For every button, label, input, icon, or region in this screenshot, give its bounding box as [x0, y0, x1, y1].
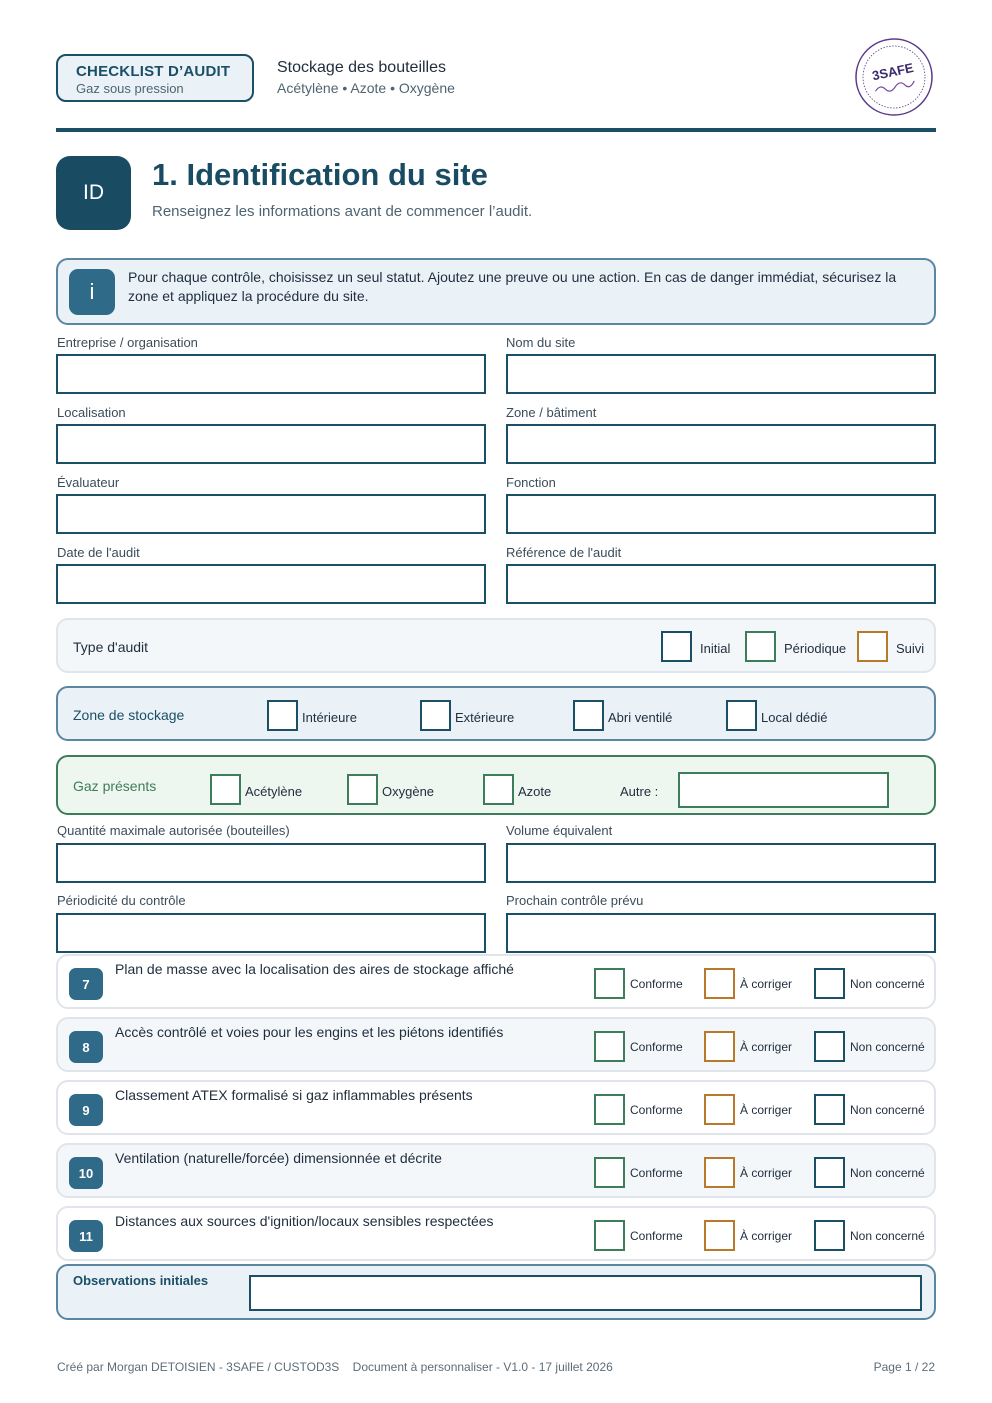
zone-interieure-label: Intérieure — [302, 710, 357, 725]
checklist-badge-title: CHECKLIST D’AUDIT — [76, 63, 231, 80]
non-concerne-checkbox[interactable] — [814, 968, 845, 999]
quantite-max-label: Quantité maximale autorisée (bouteilles) — [57, 823, 290, 838]
type-periodique-checkbox[interactable] — [745, 631, 776, 662]
prochain-controle-label: Prochain contrôle prévu — [506, 893, 644, 908]
gaz-acetylene-label: Acétylène — [245, 784, 303, 799]
gaz-presents-label: Gaz présents — [73, 778, 157, 794]
a-corriger-label: À corriger — [740, 1229, 793, 1243]
checklist-item — [56, 1080, 936, 1135]
observations-label: Observations initiales — [73, 1273, 209, 1288]
a-corriger-checkbox[interactable] — [704, 1220, 735, 1251]
conforme-checkbox[interactable] — [594, 1220, 625, 1251]
nom-site-label: Nom du site — [506, 335, 576, 350]
info-text: Pour chaque contrôle, choisissez un seul statut. Ajoutez une preuve ou une action. En cas de danger immédiat, sécurisez la zone et appliquez la procédure du site. — [128, 269, 897, 304]
section-id-badge: ID — [56, 156, 131, 230]
non-concerne-checkbox[interactable] — [814, 1094, 845, 1125]
a-corriger-label: À corriger — [740, 1166, 793, 1180]
zone-exterieure-label: Extérieure — [455, 710, 515, 725]
conforme-label: Conforme — [630, 1103, 683, 1117]
checklist-item — [56, 954, 936, 1009]
gaz-presents-panel — [56, 755, 936, 815]
zone-exterieure-checkbox[interactable] — [420, 700, 451, 731]
document-title: Stockage des bouteilles — [277, 59, 446, 76]
type-audit-label: Type d'audit — [73, 639, 149, 655]
type-audit-panel — [56, 618, 936, 673]
info-icon: i — [69, 269, 115, 315]
non-concerne-label: Non concerné — [850, 1103, 925, 1117]
a-corriger-checkbox[interactable] — [704, 1157, 735, 1188]
item-text: Accès contrôlé et voies pour les engins et les piétons identifiés — [115, 1024, 504, 1040]
non-concerne-checkbox[interactable] — [814, 1220, 845, 1251]
conforme-checkbox[interactable] — [594, 1031, 625, 1062]
checklist-item — [56, 1017, 936, 1072]
gaz-autre-label: Autre : — [620, 784, 659, 799]
a-corriger-checkbox[interactable] — [704, 1031, 735, 1062]
a-corriger-checkbox[interactable] — [704, 968, 735, 999]
conforme-checkbox[interactable] — [594, 1157, 625, 1188]
localisation-label: Localisation — [57, 405, 126, 420]
item-number: 7 — [69, 968, 103, 1000]
date-audit-field[interactable] — [56, 564, 486, 604]
gaz-azote-label: Azote — [518, 784, 552, 799]
zone-batiment-field[interactable] — [506, 424, 936, 464]
non-concerne-label: Non concerné — [850, 1166, 925, 1180]
3safe-seal-logo — [853, 37, 935, 117]
gaz-autre-field[interactable] — [678, 772, 889, 808]
non-concerne-label: Non concerné — [850, 1040, 925, 1054]
zone-abri-ventile-checkbox[interactable] — [573, 700, 604, 731]
checklist-item — [56, 1206, 936, 1261]
quantite-max-field[interactable] — [56, 843, 486, 883]
conforme-label: Conforme — [630, 977, 683, 991]
type-suivi-checkbox[interactable] — [857, 631, 888, 662]
item-number: 8 — [69, 1031, 103, 1063]
item-text: Plan de masse avec la localisation des aires de stockage affiché — [115, 961, 514, 977]
item-text: Classement ATEX formalisé si gaz inflammables présents — [115, 1087, 473, 1103]
item-number: 11 — [69, 1220, 103, 1252]
date-audit-label: Date de l'audit — [57, 545, 140, 560]
localisation-field[interactable] — [56, 424, 486, 464]
a-corriger-label: À corriger — [740, 1040, 793, 1054]
periodicite-field[interactable] — [56, 913, 486, 953]
non-concerne-label: Non concerné — [850, 977, 925, 991]
prochain-controle-field[interactable] — [506, 913, 936, 953]
non-concerne-checkbox[interactable] — [814, 1031, 845, 1062]
periodicite-label: Périodicité du contrôle — [57, 893, 186, 908]
type-suivi-label: Suivi — [896, 641, 925, 656]
entreprise-label: Entreprise / organisation — [57, 335, 198, 350]
conforme-checkbox[interactable] — [594, 968, 625, 999]
observations-field[interactable] — [249, 1275, 922, 1311]
gaz-azote-checkbox[interactable] — [483, 774, 514, 805]
document-subtitle: Acétylène • Azote • Oxygène — [277, 80, 455, 96]
checklist-badge — [56, 54, 254, 102]
fonction-field[interactable] — [506, 494, 936, 534]
header-divider — [56, 128, 936, 132]
item-number: 10 — [69, 1157, 103, 1189]
page-number: Page 1 / 22 — [873, 1360, 935, 1374]
observations-panel — [56, 1264, 936, 1320]
footer-credits: Créé par Morgan DETOISIEN - 3SAFE / CUSTOD3S Document à personnaliser - V1.0 - 17 juillet 2026 — [57, 1360, 613, 1374]
conforme-label: Conforme — [630, 1229, 683, 1243]
entreprise-field[interactable] — [56, 354, 486, 394]
type-periodique-label: Périodique — [784, 641, 847, 656]
a-corriger-checkbox[interactable] — [704, 1094, 735, 1125]
fonction-label: Fonction — [506, 475, 556, 490]
checklist-item — [56, 1143, 936, 1198]
item-text: Distances aux sources d'ignition/locaux sensibles respectées — [115, 1213, 494, 1229]
item-text: Ventilation (naturelle/forcée) dimensionnée et décrite — [115, 1150, 442, 1166]
nom-site-field[interactable] — [506, 354, 936, 394]
zone-local-dedie-checkbox[interactable] — [726, 700, 757, 731]
zone-stockage-panel — [56, 686, 936, 741]
non-concerne-label: Non concerné — [850, 1229, 925, 1243]
non-concerne-checkbox[interactable] — [814, 1157, 845, 1188]
zone-stockage-label: Zone de stockage — [73, 707, 185, 723]
evaluateur-field[interactable] — [56, 494, 486, 534]
reference-audit-label: Référence de l'audit — [506, 545, 622, 560]
zone-batiment-label: Zone / bâtiment — [506, 405, 597, 420]
info-callout — [56, 258, 936, 325]
document-title-block — [277, 59, 455, 96]
type-initial-checkbox[interactable] — [661, 631, 692, 662]
gaz-oxygene-label: Oxygène — [382, 784, 435, 799]
conforme-label: Conforme — [630, 1040, 683, 1054]
evaluateur-label: Évaluateur — [57, 475, 120, 490]
a-corriger-label: À corriger — [740, 977, 793, 991]
section-subtitle: Renseignez les informations avant de commencer l’audit. — [152, 203, 533, 220]
section-title: 1. Identification du site — [152, 157, 488, 192]
zone-abri-ventile-label: Abri ventilé — [608, 710, 673, 725]
gaz-acetylene-checkbox[interactable] — [210, 774, 241, 805]
zone-local-dedie-label: Local dédié — [761, 710, 828, 725]
conforme-checkbox[interactable] — [594, 1094, 625, 1125]
gaz-oxygene-checkbox[interactable] — [347, 774, 378, 805]
zone-interieure-checkbox[interactable] — [267, 700, 298, 731]
volume-equivalent-field[interactable] — [506, 843, 936, 883]
volume-equivalent-label: Volume équivalent — [506, 823, 613, 838]
seal-text: 3SAFE — [870, 59, 915, 84]
a-corriger-label: À corriger — [740, 1103, 793, 1117]
conforme-label: Conforme — [630, 1166, 683, 1180]
type-initial-label: Initial — [700, 641, 731, 656]
checklist-badge-subtitle: Gaz sous pression — [76, 81, 184, 96]
item-number: 9 — [69, 1094, 103, 1126]
reference-audit-field[interactable] — [506, 564, 936, 604]
